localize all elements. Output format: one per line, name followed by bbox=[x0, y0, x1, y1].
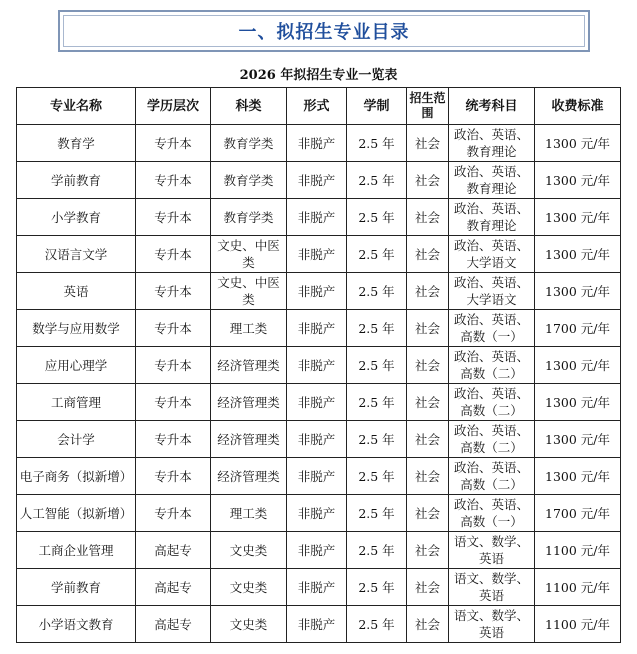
header-discipline: 科类 bbox=[211, 88, 287, 125]
header-tuition: 收费标准 bbox=[535, 88, 621, 125]
table-caption: 2026 年拟招生专业一览表 bbox=[239, 68, 398, 83]
discipline-cell: 文史、中医类 bbox=[211, 273, 287, 310]
enrollment-scope-cell: 社会 bbox=[407, 606, 449, 643]
enrollment-scope-cell: 社会 bbox=[407, 273, 449, 310]
enrollment-scope-cell: 社会 bbox=[407, 458, 449, 495]
discipline-cell: 经济管理类 bbox=[211, 421, 287, 458]
study-mode-cell: 非脱产 bbox=[287, 125, 347, 162]
tuition-cell: 1300 元/年 bbox=[535, 273, 621, 310]
education-level-cell: 专升本 bbox=[136, 421, 211, 458]
discipline-cell: 经济管理类 bbox=[211, 458, 287, 495]
table-row bbox=[17, 162, 621, 199]
study-mode-cell: 非脱产 bbox=[287, 310, 347, 347]
enrollment-scope-cell: 社会 bbox=[407, 162, 449, 199]
table-row bbox=[17, 310, 621, 347]
education-level-cell: 专升本 bbox=[136, 495, 211, 532]
tuition-cell: 1300 元/年 bbox=[535, 421, 621, 458]
discipline-cell: 经济管理类 bbox=[211, 384, 287, 421]
table-header-row bbox=[17, 88, 621, 125]
duration-cell: 2.5 年 bbox=[347, 236, 407, 273]
header-duration: 学制 bbox=[347, 88, 407, 125]
education-level-cell: 专升本 bbox=[136, 458, 211, 495]
header-enrollment-scope: 招生范围 bbox=[407, 88, 449, 125]
table-row bbox=[17, 236, 621, 273]
enrollment-scope-cell: 社会 bbox=[407, 236, 449, 273]
major-catalog-table bbox=[16, 87, 621, 643]
exam-subjects-cell: 政治、英语、教育理论 bbox=[449, 162, 535, 199]
study-mode-cell: 非脱产 bbox=[287, 569, 347, 606]
exam-subjects-cell: 语文、数学、英语 bbox=[449, 569, 535, 606]
study-mode-cell: 非脱产 bbox=[287, 199, 347, 236]
exam-subjects-cell: 政治、英语、高数（二） bbox=[449, 458, 535, 495]
table-row bbox=[17, 347, 621, 384]
tuition-cell: 1300 元/年 bbox=[535, 236, 621, 273]
table-row bbox=[17, 421, 621, 458]
enrollment-scope-cell: 社会 bbox=[407, 199, 449, 236]
education-level-cell: 高起专 bbox=[136, 532, 211, 569]
duration-cell: 2.5 年 bbox=[347, 125, 407, 162]
duration-cell: 2.5 年 bbox=[347, 199, 407, 236]
exam-subjects-cell: 政治、英语、教育理论 bbox=[449, 125, 535, 162]
major-name-cell: 应用心理学 bbox=[17, 347, 136, 384]
major-name-cell: 学前教育 bbox=[17, 569, 136, 606]
education-level-cell: 专升本 bbox=[136, 199, 211, 236]
table-row bbox=[17, 125, 621, 162]
duration-cell: 2.5 年 bbox=[347, 162, 407, 199]
discipline-cell: 经济管理类 bbox=[211, 347, 287, 384]
education-level-cell: 专升本 bbox=[136, 384, 211, 421]
table-row bbox=[17, 273, 621, 310]
section-title: 一、拟招生专业目录 bbox=[238, 22, 410, 43]
duration-cell: 2.5 年 bbox=[347, 421, 407, 458]
enrollment-scope-cell: 社会 bbox=[407, 310, 449, 347]
exam-subjects-cell: 政治、英语、高数（二） bbox=[449, 384, 535, 421]
study-mode-cell: 非脱产 bbox=[287, 532, 347, 569]
table-row bbox=[17, 495, 621, 532]
duration-cell: 2.5 年 bbox=[347, 569, 407, 606]
major-name-cell: 学前教育 bbox=[17, 162, 136, 199]
enrollment-scope-cell: 社会 bbox=[407, 421, 449, 458]
education-level-cell: 专升本 bbox=[136, 162, 211, 199]
tuition-cell: 1300 元/年 bbox=[535, 162, 621, 199]
table-row bbox=[17, 199, 621, 236]
major-name-cell: 人工智能（拟新增） bbox=[17, 495, 136, 532]
exam-subjects-cell: 政治、英语、高数（二） bbox=[449, 347, 535, 384]
study-mode-cell: 非脱产 bbox=[287, 236, 347, 273]
exam-subjects-cell: 政治、英语、大学语文 bbox=[449, 236, 535, 273]
section-banner-inner bbox=[63, 15, 585, 47]
major-name-cell: 工商管理 bbox=[17, 384, 136, 421]
tuition-cell: 1300 元/年 bbox=[535, 347, 621, 384]
exam-subjects-cell: 语文、数学、英语 bbox=[449, 532, 535, 569]
study-mode-cell: 非脱产 bbox=[287, 384, 347, 421]
education-level-cell: 专升本 bbox=[136, 347, 211, 384]
duration-cell: 2.5 年 bbox=[347, 310, 407, 347]
tuition-cell: 1100 元/年 bbox=[535, 606, 621, 643]
table-row bbox=[17, 606, 621, 643]
duration-cell: 2.5 年 bbox=[347, 532, 407, 569]
enrollment-scope-cell: 社会 bbox=[407, 569, 449, 606]
major-name-cell: 工商企业管理 bbox=[17, 532, 136, 569]
exam-subjects-cell: 政治、英语、高数（一） bbox=[449, 310, 535, 347]
exam-subjects-cell: 语文、数学、英语 bbox=[449, 606, 535, 643]
major-name-cell: 汉语言文学 bbox=[17, 236, 136, 273]
education-level-cell: 专升本 bbox=[136, 273, 211, 310]
discipline-cell: 文史、中医类 bbox=[211, 236, 287, 273]
major-name-cell: 小学语文教育 bbox=[17, 606, 136, 643]
duration-cell: 2.5 年 bbox=[347, 458, 407, 495]
header-education-level: 学历层次 bbox=[136, 88, 211, 125]
enrollment-scope-cell: 社会 bbox=[407, 384, 449, 421]
study-mode-cell: 非脱产 bbox=[287, 421, 347, 458]
duration-cell: 2.5 年 bbox=[347, 606, 407, 643]
major-name-cell: 英语 bbox=[17, 273, 136, 310]
study-mode-cell: 非脱产 bbox=[287, 273, 347, 310]
tuition-cell: 1100 元/年 bbox=[535, 569, 621, 606]
discipline-cell: 文史类 bbox=[211, 532, 287, 569]
study-mode-cell: 非脱产 bbox=[287, 347, 347, 384]
table-row bbox=[17, 569, 621, 606]
enrollment-scope-cell: 社会 bbox=[407, 347, 449, 384]
discipline-cell: 教育学类 bbox=[211, 162, 287, 199]
exam-subjects-cell: 政治、英语、高数（一） bbox=[449, 495, 535, 532]
tuition-cell: 1100 元/年 bbox=[535, 532, 621, 569]
education-level-cell: 专升本 bbox=[136, 236, 211, 273]
study-mode-cell: 非脱产 bbox=[287, 606, 347, 643]
discipline-cell: 文史类 bbox=[211, 606, 287, 643]
discipline-cell: 理工类 bbox=[211, 495, 287, 532]
table-row bbox=[17, 458, 621, 495]
enrollment-scope-cell: 社会 bbox=[407, 125, 449, 162]
discipline-cell: 理工类 bbox=[211, 310, 287, 347]
education-level-cell: 高起专 bbox=[136, 606, 211, 643]
header-study-mode: 形式 bbox=[287, 88, 347, 125]
enrollment-scope-cell: 社会 bbox=[407, 532, 449, 569]
exam-subjects-cell: 政治、英语、教育理论 bbox=[449, 199, 535, 236]
tuition-cell: 1300 元/年 bbox=[535, 125, 621, 162]
major-name-cell: 会计学 bbox=[17, 421, 136, 458]
major-name-cell: 电子商务（拟新增） bbox=[17, 458, 136, 495]
section-banner bbox=[58, 10, 590, 52]
major-name-cell: 数学与应用数学 bbox=[17, 310, 136, 347]
duration-cell: 2.5 年 bbox=[347, 347, 407, 384]
table-row bbox=[17, 532, 621, 569]
duration-cell: 2.5 年 bbox=[347, 495, 407, 532]
study-mode-cell: 非脱产 bbox=[287, 162, 347, 199]
tuition-cell: 1700 元/年 bbox=[535, 310, 621, 347]
table-body bbox=[17, 125, 621, 643]
duration-cell: 2.5 年 bbox=[347, 384, 407, 421]
study-mode-cell: 非脱产 bbox=[287, 458, 347, 495]
discipline-cell: 文史类 bbox=[211, 569, 287, 606]
tuition-cell: 1300 元/年 bbox=[535, 384, 621, 421]
tuition-cell: 1300 元/年 bbox=[535, 458, 621, 495]
exam-subjects-cell: 政治、英语、高数（二） bbox=[449, 421, 535, 458]
tuition-cell: 1300 元/年 bbox=[535, 199, 621, 236]
education-level-cell: 高起专 bbox=[136, 569, 211, 606]
education-level-cell: 专升本 bbox=[136, 310, 211, 347]
major-name-cell: 小学教育 bbox=[17, 199, 136, 236]
tuition-cell: 1700 元/年 bbox=[535, 495, 621, 532]
duration-cell: 2.5 年 bbox=[347, 273, 407, 310]
exam-subjects-cell: 政治、英语、大学语文 bbox=[449, 273, 535, 310]
header-major-name: 专业名称 bbox=[17, 88, 136, 125]
major-name-cell: 教育学 bbox=[17, 125, 136, 162]
table-row bbox=[17, 384, 621, 421]
education-level-cell: 专升本 bbox=[136, 125, 211, 162]
enrollment-scope-cell: 社会 bbox=[407, 495, 449, 532]
study-mode-cell: 非脱产 bbox=[287, 495, 347, 532]
discipline-cell: 教育学类 bbox=[211, 199, 287, 236]
discipline-cell: 教育学类 bbox=[211, 125, 287, 162]
header-exam-subjects: 统考科目 bbox=[449, 88, 535, 125]
